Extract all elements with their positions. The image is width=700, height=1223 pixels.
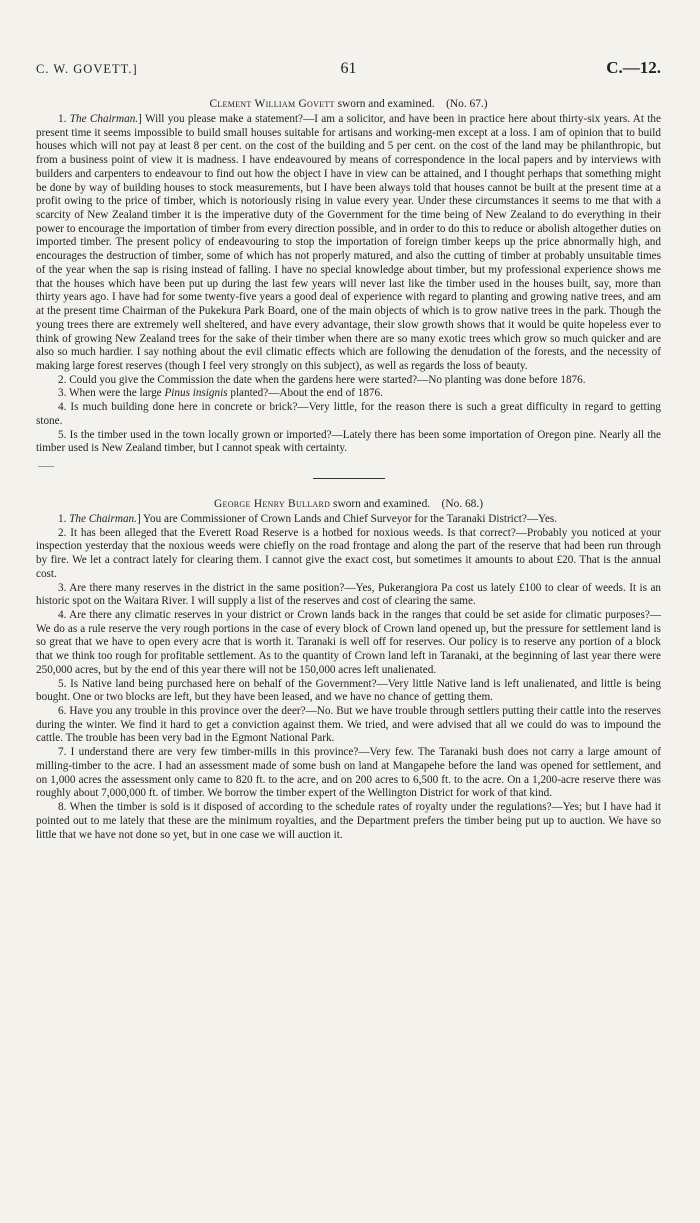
question-text: Could you give the Commission the date when the gardens here were started?—No planting was done before 1876. bbox=[66, 373, 586, 386]
question-paragraph bbox=[36, 609, 661, 678]
question-paragraph bbox=[36, 582, 661, 609]
question-text: I understand there are very few timber-mills in this province?—Very few. The Taranaki bush does not carry a large amount of milling-timber to the acre. I had an assessment made of some bush on land at Mangapehe before the land was opened for settlement, and on 1,000 acres the assessment only came to 820 ft. to the acre, and on 200 acres to 6,500 ft. to the acre. On a 1,200-acre reserve there was roughly about 7,000,000 ft. of timber. We borrow the timber expert of the Wellington District for work of that kind. bbox=[36, 746, 661, 800]
short-rule bbox=[38, 466, 54, 467]
speaker: The Chairman. bbox=[69, 512, 137, 525]
running-head bbox=[36, 58, 661, 78]
question-number: 3. bbox=[58, 387, 67, 400]
testimony-section-68 bbox=[36, 498, 661, 842]
species-name: Pinus insignis bbox=[164, 387, 228, 400]
question-text: ] You are Commissioner of Crown Lands and Chief Surveyor for the Taranaki District?—Yes. bbox=[136, 512, 558, 525]
question-text: Are there any climatic reserves in your district or Crown lands back in the ranges that could be set aside for climatic purposes?—We do as a rule reserve the very rough portions in the case of every block of Crown land opened up, but the pressure for settlement land is so great that we have to open every acre that is worth it. Taranaki is well off for reserves. Our policy is to reserve any portion of a block that we think too rough for profitable settlement. As to the quantity of Crown land left in Taranaki, at the beginning of last year there were 250,000 acres, but by the end of this year there will not be 150,000 acres left unalienated. bbox=[36, 609, 661, 676]
question-number: 6. bbox=[58, 705, 67, 718]
question-number: 1. bbox=[58, 113, 67, 125]
witness-number: (No. 67.) bbox=[446, 98, 488, 110]
question-number: 2. bbox=[58, 373, 67, 386]
question-text: Is the timber used in the town locally grown or imported?—Lately there has been some importation of Oregon pine. Nearly all the timber used is New Zealand timber, but I cannot speak with certainty. bbox=[36, 428, 661, 455]
question-number: 5. bbox=[58, 428, 67, 441]
question-text: It has been alleged that the Everett Road Reserve is a hotbed for noxious weeds. Is that correct?—Probably you noticed at your inspection yesterday that the noxious weeds were chiefly on the road frontage and along the part of the reserve that had been run through by fire. We let a contract lately for clearing them. I cannot give the exact cost, but sometimes it amounts to about £20. That is the annual cost. bbox=[36, 526, 661, 580]
question-paragraph bbox=[36, 374, 661, 388]
question-paragraph bbox=[36, 387, 661, 401]
section-divider bbox=[313, 478, 385, 479]
question-text: Are there many reserves in the district in the same position?—Yes, Pukerangiora Pa cost us lately £100 to clear of weeds. It is an historic spot on the Waitara River. I will supply a list of the reserves and cost of clearing the same. bbox=[36, 581, 661, 608]
witness-heading bbox=[36, 498, 661, 510]
question-number: 4. bbox=[58, 401, 67, 414]
question-paragraph bbox=[36, 113, 661, 374]
witness-name: Clement William Govett bbox=[209, 98, 335, 110]
question-text: When the timber is sold is it disposed of according to the schedule rates of royalty under the regulations?—Yes; but I have had it pointed out to me lately that these are the minimum royalties, and the Department prefers the timber being put up to auction. We have so little that we have not done so yet, but in one case we will auction it. bbox=[36, 801, 661, 841]
witness-suffix: sworn and examined. bbox=[334, 98, 435, 110]
question-number: 4. bbox=[58, 609, 67, 621]
question-number: 7. bbox=[58, 746, 67, 759]
question-number: 3. bbox=[58, 581, 67, 594]
witness-number: (No. 68.) bbox=[441, 497, 483, 510]
page-number: 61 bbox=[340, 60, 357, 77]
question-paragraph bbox=[36, 513, 661, 527]
speaker: The Chairman. bbox=[69, 113, 139, 125]
testimony-section-67 bbox=[36, 98, 661, 467]
header-witness-name: C. W. GOVETT.] bbox=[36, 62, 138, 76]
question-paragraph bbox=[36, 746, 661, 801]
document-reference: C.—12. bbox=[606, 58, 661, 77]
question-text: planted?—About the end of 1876. bbox=[227, 387, 383, 400]
question-paragraph bbox=[36, 801, 661, 842]
witness-heading bbox=[36, 98, 661, 110]
question-text: Is Native land being purchased here on behalf of the Government?—Very little Native land is left unalienated, and little is being bought. One or two blocks are left, but they have been leased, and we have no chance of getting them. bbox=[36, 677, 661, 704]
question-paragraph bbox=[36, 678, 661, 705]
question-text-pre: When were the large bbox=[66, 387, 165, 400]
question-text: Is much building done here in concrete or brick?—Very little, for the reason there is such a great difficulty in regard to getting stone. bbox=[36, 401, 661, 427]
question-paragraph bbox=[36, 429, 661, 456]
witness-suffix: sworn and examined. bbox=[330, 497, 431, 510]
question-number: 8. bbox=[58, 801, 67, 814]
question-number: 2. bbox=[58, 526, 67, 539]
question-paragraph bbox=[36, 705, 661, 746]
question-text: Have you any trouble in this province over the deer?—No. But we have trouble through settlers putting their cattle into the reserves during the winter. We find it hard to get a conviction against them. We tried, and were advised that all we could do was to impound the cattle. The trouble has been very bad in the Egmont National Park. bbox=[36, 705, 661, 745]
question-paragraph bbox=[36, 401, 661, 428]
question-number: 5. bbox=[58, 677, 67, 690]
question-text: ] Will you please make a statement?—I am a solicitor, and have been in practice here about thirty-six years. At the present time it seems impossible to build small houses suitable for artisans and working-men except at a loss. I am of opinion that to build houses which will not pay at least 8 per cent. on the cost of the building and 5 per cent. on the cost of the land may be philanthropic, but from a business point of view it is madness. I have endeavoured by means of correspondence in the local papers and by interviews with builders and carpenters to endeavour to find out how the object I have in view can be attained, and I thought perhaps that something might be done by way of building houses to stock measurements, but I have been always told that houses cannot be built at the present time at a profit owing to the price of timber, which is notoriously rising in value every year. Under these circumstances it seems to me that with a scarcity of New Zealand timber it is the imperative duty of the Government for the time being of New Zealand to do everything in their power to encourage the importation of timber from every direction possible, and in order to do this to reduce or abolish altogether duties on imported timber. The present policy of endeavouring to stop the importation of foreign timber keeps up the price abnormally high, and encourages the destruction of timber, some of which has not properly matured, and also the cutting of timber at probably unsuitable times of the year when the sap is rising instead of falling. I have no special knowledge about timber, but my professional experience shows me that the houses which have been put up during the last few years will never last like the timber used in the houses built, say, more than thirty years ago. I have had for some twenty-five years a good deal of experience with regard to planting and growing native trees, and am at the present time Chairman of the Pukekura Park Board, one of the main objects of which is to grow native trees in the park. Though the young trees there are extremely well sheltered, and have every advantage, their slow growth shows that it would be quite hopeless ever to think of growing New Zealand trees for the sake of their timber when there are so many exotic trees which grow so much quicker and are also so much hardier. I say nothing about the evil climatic effects which are following the denudation of the forests, and the necessity of making large forest reserves (though I feel very strongly on this subject), as well as regards the loss of beauty. bbox=[36, 113, 661, 372]
question-paragraph bbox=[36, 527, 661, 582]
witness-name: George Henry Bullard bbox=[214, 497, 331, 510]
question-number: 1. bbox=[58, 512, 67, 525]
